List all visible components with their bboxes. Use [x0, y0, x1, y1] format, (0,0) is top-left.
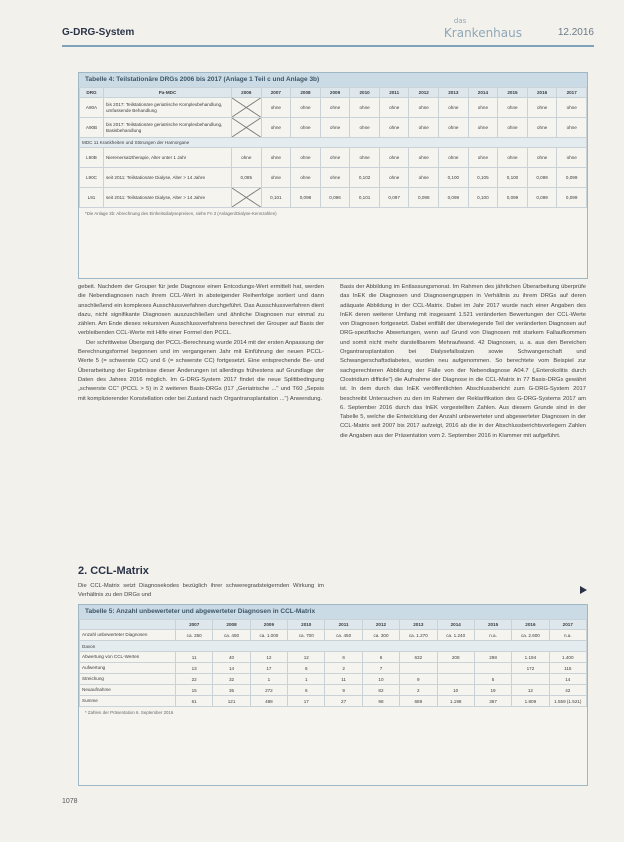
- table-4-drg-code: L90C: [80, 168, 104, 188]
- table-4-year-header: 2006: [232, 88, 262, 98]
- table-4-cell: ohne: [468, 98, 498, 118]
- paragraph: Der schrittweise Übergang der PCCL-Berechnung wurde 2014 mit der ersten Anpassung der Berechnungsformel begonnen und im vergangenen Jahr mit Einführung der neuen PCCL-Werte 5 (= schwerste CC) und 6 (= schwerste CC) fortgesetzt. Eine entsprechende Be- und Überarbeitung der Ergebnisse dieser Änderungen ist allerdings frühestens auf Grundlage der Daten des Jahres 2016 möglich. Im G-DRG-System 2017 findet die neue Splittbedingung „schwerste CC" (PCCL > 5) in 2 weiteren Basis-DRGs (I17 „Geriatrische ..." und T60 „Sepsis mit komplizierender Konstellation oder bei Zustand nach Organtransplantation ...") Anwendung.: [78, 339, 324, 402]
- table-4-cell: ohne: [350, 98, 380, 118]
- table-4-cell: ohne: [261, 98, 291, 118]
- table-4-drg-text: seit 2011: Teilstationäre Dialyse, Alter > 14 Jahre: [104, 188, 232, 208]
- table-4-cell: ohne: [439, 148, 469, 168]
- table-5-caption: Tabelle 5: Anzahl unbewerteter und abgewerteter Diagnosen in CCL-Matrix: [79, 605, 587, 619]
- table-row: [80, 641, 587, 652]
- table-4-year-header: 2013: [439, 88, 469, 98]
- table-5-cell: 61: [176, 696, 213, 707]
- table-5-cell: ca. 1.000: [250, 630, 287, 641]
- table-5-cell: ca. 350: [176, 630, 213, 641]
- table-5-cell: 6: [288, 685, 325, 696]
- table-4-cell: ohne: [379, 118, 409, 138]
- table-5-cell: 11: [325, 674, 362, 685]
- table-5-row-label: Abwertung von CCL-Werten: [80, 652, 176, 663]
- table-5-cell: 10: [362, 674, 399, 685]
- table-4-cell: ohne: [261, 148, 291, 168]
- table-4-cell: 0,099: [557, 188, 587, 208]
- table-5-cell: 298: [474, 652, 511, 663]
- table-5-cell: ca. 700: [288, 630, 325, 641]
- table-4-drg-code: L90B: [80, 148, 104, 168]
- table-4-year-header: 2017: [557, 88, 587, 98]
- table-5-year-header: 2012: [362, 620, 399, 630]
- table-5-cell: [437, 674, 474, 685]
- table-row: [80, 138, 587, 148]
- table-row: [80, 652, 587, 663]
- table-4-cell: ohne: [379, 98, 409, 118]
- table-5-year-header: 2016: [512, 620, 549, 630]
- table-4-cell: 0,099: [527, 168, 557, 188]
- table-row: [80, 168, 587, 188]
- table-5-year-header: 2011: [325, 620, 362, 630]
- table-4-header-row: [80, 88, 587, 98]
- table-4-year-header: 2010: [350, 88, 380, 98]
- table-5-cell: 2: [400, 685, 437, 696]
- table-5-cell: [400, 663, 437, 674]
- table-4-year-header: 2012: [409, 88, 439, 98]
- table-row: [80, 118, 587, 138]
- table-4-cell: 0,096: [320, 188, 350, 208]
- table-5-grid: [79, 619, 587, 707]
- table-5-section-label: Davon: [80, 641, 587, 652]
- table-5-cell: 272: [250, 685, 287, 696]
- table-5-row-label: Anzahl unbewerteter Diagnosen: [80, 630, 176, 641]
- paragraph: Basis der Abbildung im Entlassungsmonat. Im Rahmen des jährlichen Überarbeitung überprüfe das InEK die Diagnosen und Diagnosengruppen in Verhältnis zu ihrem DRGs auf deren adäquate Abbildung in der CCL-Matrix. Dabei im Jahr 2017 wurde nach einer Angaben des InEK deren weiterer Umfang mit insgesamt 1.521 veränderten Bewertungen der CCL-Werte von Diagnosen fortgesetzt. Dabei entfällt der überwiegende Teil der veränderten Diagnosen auf DRG-spezifische Abwertungen, wenn auf Grund von Diagnosen mit starkem Fallaufkommen und somit nicht mehr darstellbarem Mehraufwand. 42 Diagnosen, u. a. aus den Bereichen Organtransplantation bei Dialysefallsatzen sowie Schwangerschaft und Schwangerschaftsdiabetes, wurden neu aufgenommen. So berechtete vom Beispiel zur sachgerechteren Abbildung der Fälle von der Nebendiagnose A04.7 („Enterokolitis durch Clostridium difficile") die Aufnahme der Diagnose in die CCL-Matrix in 77 Basis-DRGs gewährt ist. In dem durch das InEK veröffentlichten Abschlussbericht zum G-DRG-System 2017 beschreibt Untersuchen zu den im Rahmen der Reklarifikation des G-DRG-Systems 2017 am 6. September 2016 durch das InEK vorgestellten Zahlen. Aus diesem Grunde sind in der Tabelle 5, welche die Entwicklung der Anzahl unbewerteter und abgewerteter Diagnosen in der CCL-Matrix seit 2007 bis 2017 aufzeigt, 2016 ab die in der Abschlussberichtsvorlegern Zahlen die Angaben aus der Präsentation vom 2. September 2016 in Klammer mit aufgeführt.: [340, 284, 586, 439]
- table-4-cell: ohne: [350, 148, 380, 168]
- table-4-year-header: 2008: [291, 88, 321, 98]
- table-5-row-label: Neuaufnahme: [80, 685, 176, 696]
- table-4-drg-code: A90A: [80, 98, 104, 118]
- table-5-body: [80, 630, 587, 707]
- table-5-row-label: Streichung: [80, 674, 176, 685]
- table-4-cell: 0,097: [379, 188, 409, 208]
- table-5-cell: 6: [325, 652, 362, 663]
- table-row: [80, 630, 587, 641]
- table-4-col-text: Pa-MDC: [104, 88, 232, 98]
- table-row: [80, 663, 587, 674]
- table-5-cell: 208: [437, 652, 474, 663]
- table-5-cell: 17: [250, 663, 287, 674]
- table-5-cell: 1: [288, 674, 325, 685]
- table-4-year-header: 2011: [379, 88, 409, 98]
- table-4-cell: ohne: [350, 118, 380, 138]
- table-4-year-header: 2016: [527, 88, 557, 98]
- table-4-drg-text: bis 2017: Teilstationäre geriatrische Komplexbehandlung, umfassende Behandlung: [104, 98, 232, 118]
- table-4-year-header: 2009: [320, 88, 350, 98]
- table-4-cell: ohne: [468, 148, 498, 168]
- table-5-cell: [437, 663, 474, 674]
- table-4-cell: ohne: [379, 148, 409, 168]
- table-5-corner: [80, 620, 176, 630]
- table-row: [80, 674, 587, 685]
- table-5-cell: 5: [474, 674, 511, 685]
- table-5-cell: 1.400: [549, 652, 586, 663]
- table-5-cell: 6: [288, 663, 325, 674]
- table-5-cell: ca. 2.600: [512, 630, 549, 641]
- table-5-cell: 11: [176, 652, 213, 663]
- table-4-cell: ohne: [498, 98, 528, 118]
- table-5-cell: ca. 450: [325, 630, 362, 641]
- page-number: 1078: [62, 798, 78, 805]
- table-5-year-header: 2015: [474, 620, 511, 630]
- table-row: [80, 148, 587, 168]
- table-4: [78, 72, 588, 279]
- table-4-cell: ohne: [291, 168, 321, 188]
- table-4-cell: ohne: [291, 148, 321, 168]
- paragraph: Die CCL-Matrix setzt Diagnosekodes bezüglich ihrer schweregradsteigernden Wirkung im Verhältnis zu den DRGs und: [78, 583, 324, 599]
- table-4-drg-text: Nierenersatztherapie, Alter unter 1 Jahr: [104, 148, 232, 168]
- table-4-cell: ohne: [320, 168, 350, 188]
- table-4-cell: ohne: [320, 98, 350, 118]
- table-4-col-drg: DRG: [80, 88, 104, 98]
- table-4-footnote: *Die Anlage 3b: Abrechnung des Einheitsdialysepreisen, siehe Fn 3 (Anlagen/Dialyse-Kennzahlen): [85, 211, 277, 216]
- table-5-cell: 22: [176, 674, 213, 685]
- table-5-year-header: 2007: [176, 620, 213, 630]
- table-4-cell: ohne: [468, 118, 498, 138]
- table-4-cell: 0,105: [468, 168, 498, 188]
- table-4-cell: 0,100: [468, 188, 498, 208]
- table-5-cell: [512, 674, 549, 685]
- table-4-drg-code: A90B: [80, 118, 104, 138]
- table-4-cell: ohne: [261, 118, 291, 138]
- header-divider: [62, 45, 594, 47]
- table-5-cell: 488: [250, 696, 287, 707]
- table-5-year-header: 2008: [213, 620, 250, 630]
- table-5-cell: 12: [288, 652, 325, 663]
- table-4-cell: ohne: [409, 98, 439, 118]
- table-5-cell: ca. 1.270: [400, 630, 437, 641]
- table-4-cell: 0,101: [350, 188, 380, 208]
- table-4-cell: ohne: [291, 98, 321, 118]
- table-4-cell: 0,098: [409, 188, 439, 208]
- table-5-year-header: 2010: [288, 620, 325, 630]
- continue-arrow-icon: [580, 586, 587, 594]
- table-5-cell: n.a.: [549, 630, 586, 641]
- table-row: [80, 696, 587, 707]
- table-5-cell: 1.194: [512, 652, 549, 663]
- table-4-cell: ohne: [291, 118, 321, 138]
- table-4-cell: ohne: [320, 148, 350, 168]
- table-5-cell: 82: [362, 685, 399, 696]
- table-5-cell: 172: [512, 663, 549, 674]
- table-4-cell: 0,098: [291, 188, 321, 208]
- running-header: [62, 17, 594, 44]
- table-5-cell: 12: [250, 652, 287, 663]
- table-5-cell: 42: [549, 685, 586, 696]
- table-5-footnote: * Zahlen der Präsentation 6. September 2016: [85, 710, 174, 715]
- table-5-year-header: 2013: [400, 620, 437, 630]
- table-5-cell: 14: [213, 663, 250, 674]
- body-column-left-continued: [78, 582, 324, 601]
- table-4-cell: ohne: [557, 148, 587, 168]
- table-5-year-header: 2017: [549, 620, 586, 630]
- table-5-cell: 19: [474, 685, 511, 696]
- table-5-cell: 115: [549, 663, 586, 674]
- table-5-header-row: [80, 620, 587, 630]
- table-5-cell: 15: [176, 685, 213, 696]
- table-4-cell: 0,085: [232, 168, 262, 188]
- table-5-cell: 98: [362, 696, 399, 707]
- table-4-cell: ohne: [439, 118, 469, 138]
- table-5-cell: 121: [213, 696, 250, 707]
- table-4-cell: ohne: [498, 118, 528, 138]
- body-column-right: [340, 283, 586, 441]
- table-4-caption: Tabelle 4: Teilstationäre DRGs 2006 bis 2017 (Anlage 1 Teil c und Anlage 3b): [79, 73, 587, 87]
- table-4-cell: 0,100: [498, 168, 528, 188]
- table-5-cell: 1.198: [437, 696, 474, 707]
- table-4-cell: 0,099: [498, 188, 528, 208]
- table-5-cell: ca. 450: [213, 630, 250, 641]
- table-5-cell: 689: [400, 696, 437, 707]
- table-4-section-label: MDC 11 Krankheiten und Störungen der Harnorgane: [80, 138, 587, 148]
- table-4-cell: 0,099: [439, 188, 469, 208]
- table-row: [80, 98, 587, 118]
- table-4-cell: ohne: [261, 168, 291, 188]
- table-5-cell: 7: [362, 663, 399, 674]
- table-4-cell: ohne: [527, 98, 557, 118]
- table-5-cell: 6: [362, 652, 399, 663]
- table-row: [80, 188, 587, 208]
- table-5-cell: 9: [400, 674, 437, 685]
- table-4-cell: ohne: [409, 118, 439, 138]
- table-5-cell: 12: [512, 685, 549, 696]
- table-4-cell: 0,102: [350, 168, 380, 188]
- table-5: [78, 604, 588, 786]
- table-5-cell: 17: [288, 696, 325, 707]
- table-5-cell: 27: [325, 696, 362, 707]
- table-4-drg-text: bis 2017: Teilstationäre geriatrische Komplexbehandlung, Basisbehandlung: [104, 118, 232, 138]
- table-4-cell: ohne: [320, 118, 350, 138]
- table-5-cell: 367: [474, 696, 511, 707]
- table-5-cell: n.a.: [474, 630, 511, 641]
- table-5-cell: 10: [437, 685, 474, 696]
- journal-logo-prefix: das: [453, 17, 467, 25]
- table-4-cell: 0,099: [527, 188, 557, 208]
- table-4-cell: 0,099: [557, 168, 587, 188]
- section-heading: 2. CCL-Matrix: [78, 565, 149, 577]
- table-4-cell: 0,100: [439, 168, 469, 188]
- issue-label: 12.2016: [557, 27, 594, 38]
- table-4-cell: ohne: [439, 98, 469, 118]
- table-4-cell: ohne: [557, 98, 587, 118]
- table-4-cell: ohne: [232, 148, 262, 168]
- table-4-year-header: 2014: [468, 88, 498, 98]
- table-5-row-label: Summe: [80, 696, 176, 707]
- table-4-cell: ohne: [409, 168, 439, 188]
- table-5-cell: ca. 1.240: [437, 630, 474, 641]
- table-5-cell: 35: [213, 685, 250, 696]
- table-4-year-header: 2015: [498, 88, 528, 98]
- table-5-year-header: 2014: [437, 620, 474, 630]
- paragraph: gebeit. Nachdem der Grouper für jede Diagnose einen Entcodungs-Wert ermittelt hat, werden die Nebendiagnosen nach ihrem CCL-Wert in absteigender Reihenfolge sortiert und dann anschließend ein komplexes Ausschlussverfahren durchgeführt. Das Ausschlussverfahren dient dazu, nicht signifikante Diagnosen auszuschließen und ähnliche Diagnosen nur einmal zu zählen. Am Ende dieses rekursiven Ausschlussverfahrens berechnet der Grouper auf Basis der verbleibenden CCL-Werte mit Hilfe einer Formel den PCCL.: [78, 284, 324, 337]
- not-applicable-cross-icon: [232, 98, 262, 118]
- not-applicable-cross-icon: [232, 188, 262, 208]
- table-4-cell: ohne: [379, 168, 409, 188]
- table-5-cell: 1.809: [512, 696, 549, 707]
- table-row: [80, 685, 587, 696]
- table-5-cell: 2: [325, 663, 362, 674]
- not-applicable-cross-icon: [232, 118, 262, 138]
- table-4-cell: ohne: [409, 148, 439, 168]
- table-5-year-header: 2009: [250, 620, 287, 630]
- table-4-cell: 0,101: [261, 188, 291, 208]
- table-4-cell: ohne: [527, 118, 557, 138]
- journal-logo: [443, 17, 522, 41]
- table-4-drg-text: seit 2011: Teilstationäre Dialyse, Alter > 14 Jahre: [104, 168, 232, 188]
- body-column-left: [78, 283, 324, 404]
- table-5-cell: [474, 663, 511, 674]
- table-5-cell: 40: [213, 652, 250, 663]
- journal-logo-name: Krankenhaus: [443, 26, 522, 40]
- table-4-cell: ohne: [557, 118, 587, 138]
- table-5-cell: 632: [400, 652, 437, 663]
- table-4-year-header: 2007: [261, 88, 291, 98]
- table-5-cell: 14: [549, 674, 586, 685]
- table-4-grid: [79, 87, 587, 208]
- table-5-row-label: Aufwertung: [80, 663, 176, 674]
- table-4-body: [80, 98, 587, 208]
- table-4-cell: ohne: [498, 148, 528, 168]
- table-5-cell: 13: [176, 663, 213, 674]
- table-5-cell: 32: [213, 674, 250, 685]
- table-5-cell: ca. 300: [362, 630, 399, 641]
- section-title: G-DRG-System: [62, 27, 135, 38]
- table-5-cell: 1: [250, 674, 287, 685]
- table-5-cell: 9: [325, 685, 362, 696]
- table-5-cell: 1.559 (1.521): [549, 696, 586, 707]
- table-4-cell: ohne: [527, 148, 557, 168]
- table-4-drg-code: L91: [80, 188, 104, 208]
